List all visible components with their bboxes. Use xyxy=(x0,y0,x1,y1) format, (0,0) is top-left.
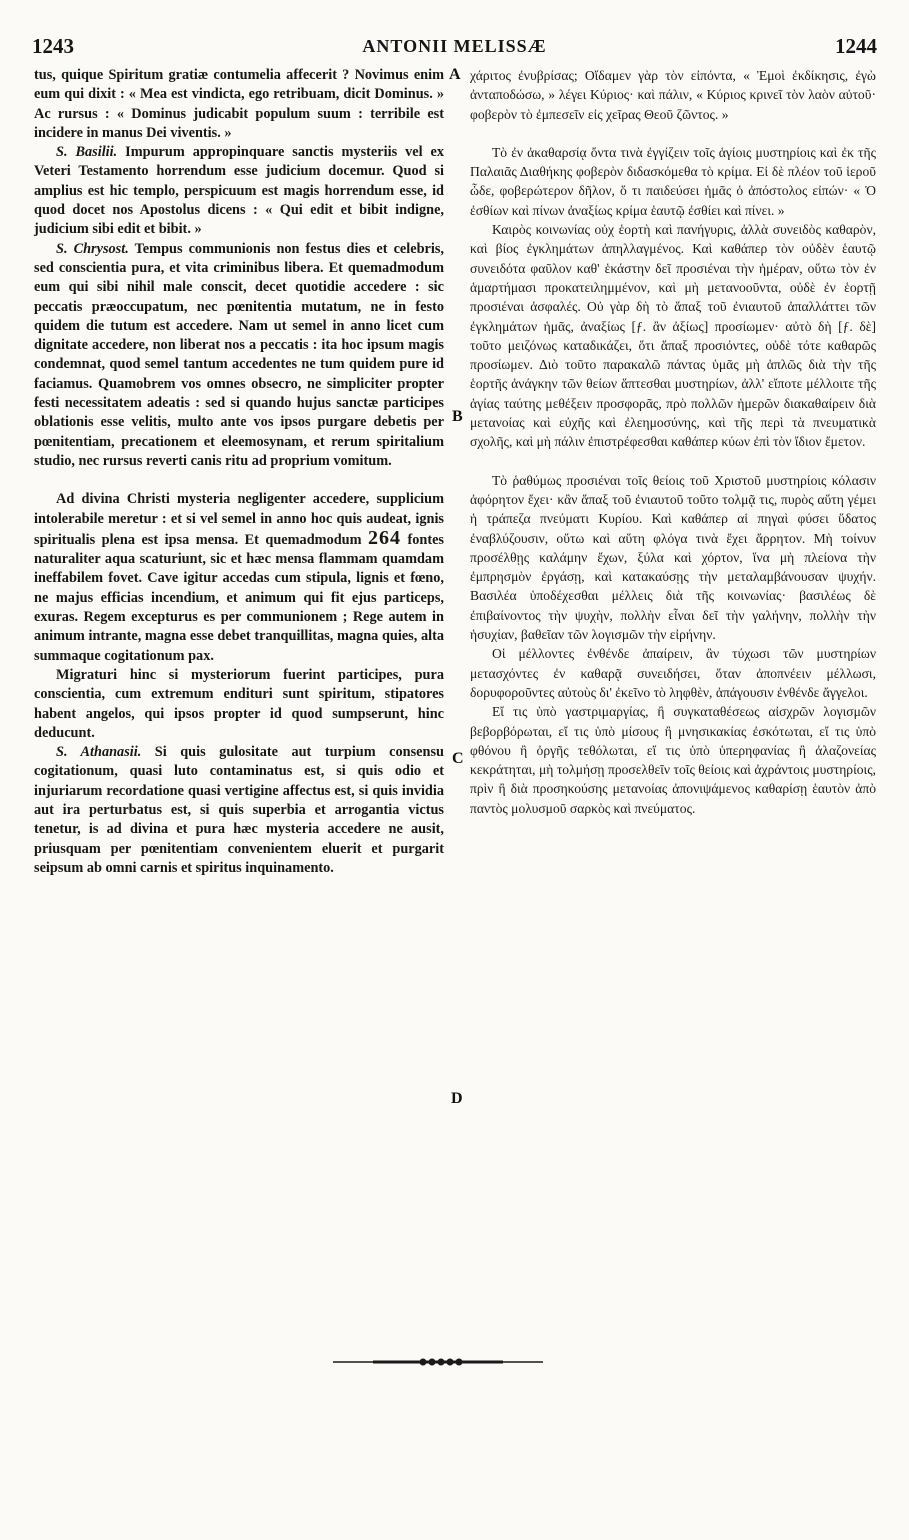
latin-p4-part2: fontes naturaliter aqua scaturiunt, sic et hæc mensa flammam quamdam ineffabilem fovet. Cave igitur accedas cum stipula, lignis et fœno, ne majus efficias incendium, et animum qui fit ejus particeps, exuras. Regem excepturus es per communionem ; Rege autem in animum intrante, magna esse debet tranquillitas, magna quies, alta summaque cogitationum pax. xyxy=(34,531,444,664)
latin-column xyxy=(34,66,444,878)
page-number-right: 1244 xyxy=(835,34,877,58)
column-number: 264 xyxy=(368,526,401,549)
greek-paragraph-5: Οἱ μέλλοντες ἐνθένδε ἀπαίρειν, ἂν τύχωσι τῶν μυστηρίων μετασχόντες ἐν καθαρᾷ συνειδήσει, ὅταν ἀποπνέειν μέλλωσι, δορυφοροῦντες αὐτοὺς δι' ἐκεῖνο τὸ ληφθὲν, ἀπάγουσιν ἐνθένδε ἄγγελοι. xyxy=(470,646,876,700)
latin-paragraph-4 xyxy=(34,490,444,666)
margin-marker-d: D xyxy=(451,1090,463,1107)
latin-paragraph-basil xyxy=(34,143,444,239)
basil-text: Impurum appropinquare sanctis mysteriis vel ex Veteri Testamento horrendum esse judicium docemur. Quod si amplius est hic templo, perspicuum est magis horrendum esse, id quod docet nos Apostolus dicens : « Qui edit et bibit indigne, judicium sibi edit et bibit. » xyxy=(34,144,445,238)
margin-marker-b: B xyxy=(452,408,463,425)
ornamental-rule xyxy=(333,1355,543,1369)
greek-paragraph-4: Τὸ ῥαθύμως προσιέναι τοῖς θείοις τοῦ Χριστοῦ μυστηρίοις κόλασιν ἀφόρητον ἔχει· κἂν ἅπαξ τοῦ ἐνιαυτοῦ τοῦτο τολμᾷ τις, πυρὸς αὕτη γέμει ἡ τράπεζα πνεύματι Κυρίου. Καὶ καθάπερ αἱ πηγαὶ φύσει ὕδατος ἐναβλύζουσιν, οὕτω καὶ αὕτη φλόγα τινὰ ἔχει ἄρρητον. Μὴ τοίνυν προσέλθῃς καλάμην ἔχων, ξύλα καὶ χόρτον, ἵνα μὴ πλείονα τὴν ἐμπρησμὸν ἐργάσῃ, καὶ κατακαύσῃς τὴν μεταλαμβάνουσαν ψυχήν. Βασιλέα ὑποδέχεσθαι μέλλεις διὰ τῆς κοινωνίας· βασιλέως δὲ ἐπιβαίνοντος τὴν ψυχὴν, πολλὴν εἶναι δεῖ τὴν γαλήνην, πολλὴν τὴν ἡσυχίαν, βαθεῖαν τῶν λογισμῶν τὴν εἰρήνην. xyxy=(470,472,876,643)
greek-paragraph-6: Εἴ τις ὑπὸ γαστριμαργίας, ἢ συγκαταθέσεως αἰσχρῶν λογισμῶν βεβορβόρωται, εἴ τις ὑπὸ μίσους ἢ μνησικακίας ἐσκότωται, εἴ τις ὑπὸ φθόνου ἢ ὀργῆς τεθόλωται, εἴ τις ὑπὸ ὑπερηφανίας ἢ ἀλαζονείας κεκράτηται, μὴ τολμήσῃ προσελθεῖν τοῖς θείοις καὶ ἀχράντοις μυστηρίοις, πρὶν ἢ διὰ προσηκούσης μετανοίας ἀπονιψάμενος καθαρίσῃ ἑαυτὸν ἀπὸ παντὸς μολυσμοῦ σαρκὸς καὶ πνεύματος. xyxy=(470,704,876,816)
greek-paragraph-3: Καιρὸς κοινωνίας οὐχ ἑορτὴ καὶ πανήγυρις, ἀλλὰ συνειδὸς καθαρὸν, καὶ βίος ἐγκλημάτων ἀπηλλαγμένος. Καὶ καθάπερ τὸν οὐδὲν ἑαυτῷ συνειδότα φαῦλον καθ' ἑκάστην δεῖ προσιέναι τὴν ἡμέραν, οὕτω τὸν ἐν ἁμαρτήμασι προκατειλημμένον, καὶ μὴ μετανοοῦντα, οὐδὲ ἐν ἑορτῇ προσιέναι ἀσφαλές. Οὐ γὰρ δὴ τὸ ἅπαξ τοῦ ἐνιαυτοῦ ἀπαλλάττει τῶν ἐγκλημάτων ἡμᾶς, ἀναξίως [ƒ. ἂν ἀξίως] προσίωμεν· αὐτὸ δὴ [ƒ. δὲ] τοῦτο μειζόνως καταδικάζει, ὅτι ἅπαξ προσιόντες, οὐδὲ τότε καθαρῶς προσίωμεν. Διὸ τοῦτο παρακαλῶ πάντας ὑμᾶς μὴ ἁπλῶς διὰ τὴν τῆς ἑορτῆς ἀνάγκην τῶν θείων ἅπτεσθαι μυστηρίων, ἀλλ' εἴποτε μέλλοιτε τῆς ἁγίας ταύτης μεθέξειν προσφορᾶς, πρὸ πολλῶν ἡμερῶν διακαθαίρειν διὰ μετανοίας καὶ εὐχῆς καὶ ἐλεημοσύνης, καὶ τῆς περὶ τὰ πνευματικὰ σχολῆς, καὶ μὴ πάλιν ἐπιστρέφεσθαι καθάπερ κύων ἐπὶ τὸν ἴδιον ἔμετον. xyxy=(470,222,876,450)
source-athanasius: S. Athanasii. xyxy=(56,744,142,761)
greek-paragraph-2: Τὸ ἐν ἀκαθαρσίᾳ ὄντα τινὰ ἐγγίζειν τοῖς ἁγίοις μυστηρίοις καὶ ἐκ τῆς Παλαιᾶς Διαθήκης φοβερὸν διδασκόμεθα τὸ κρίμα. Εἰ δὲ πλέον τοῦ ἱεροῦ ὧδε, φοβερώτερον δῆλον, ὅ τι παιδεύσει ἡμᾶς ὁ ἀπόστολος εἰπών· « Ὁ ἐσθίων καὶ πίνων ἀναξίως κρίμα ἑαυτῷ ἐσθίει καὶ πίνει. » xyxy=(470,144,876,218)
margin-marker-a: A xyxy=(449,66,461,83)
greek-column xyxy=(470,66,876,818)
latin-paragraph-chrysostom xyxy=(34,240,444,472)
latin-paragraph-1: tus, quique Spiritum gratiæ contumelia affecerit ? Novimus enim eum qui dixit : « Mea est vindicta, ego retribuam, dicit Dominus. » Ac rursus : « Dominus judicabit populum suum : terribile est incidere in manus Dei viventis. » xyxy=(34,67,444,141)
running-title: ANTONII MELISSÆ xyxy=(362,36,547,56)
margin-marker-c: C xyxy=(452,750,464,767)
athanasius-text: Si quis gulositate aut turpium consensu cogitationum, quasi luto contaminatus est, si quis odio et injuriarum recordatione quasi vertigine affectus est, si quis invidia aut ira perturbatus est, si quis superbia et arrogantia victus tenetur, is ad divina et pura hæc mysteria accedere ne ausit, priusquam per pœnitentiam convenientem eluerit et purgarit seipsum ab omni carnis et spiritus inquinamento. xyxy=(34,744,444,876)
source-chrysostom: S. Chrysost. xyxy=(56,240,129,257)
page-header xyxy=(32,34,877,60)
latin-p4-part1: Ad divina Christi mysteria negligenter accedere, supplicium intolerabile meretur : et si vel semel in anno hoc quis audeat, ignis spiritualis plena est ipsa mensa. Et quemadmodum xyxy=(34,491,444,548)
source-basil: S. Basilii. xyxy=(56,144,118,161)
greek-paragraph-1: χάριτος ἐνυβρίσας; Οἴδαμεν γὰρ τὸν εἰπόντα, « Ἐμοὶ ἐκδίκησις, ἐγὼ ἀνταποδώσω, » λέγει Κύριος· καὶ πάλιν, « Κύριος κρινεῖ τὸν λαὸν αὐτοῦ· φοβερὸν τὸ ἐμπεσεῖν εἰς χεῖρας Θεοῦ ζῶντος. » xyxy=(470,68,876,122)
page-number-left: 1243 xyxy=(32,34,74,58)
latin-paragraph-5: Migraturi hinc si mysteriorum fuerint participes, pura conscientia, cum extremum endituri sunt spiritum, stipatores habent angelos, qui ipsos propter id quod sumpserunt, hinc deducunt. xyxy=(34,666,444,741)
chrysostom-text: Tempus communionis non festus dies et celebris, sed conscientia pura, et vita criminibus libera. Et quemadmodum eum qui sibi nihil male conscit, decet quotidie accedere : sic peccatis præoccupatum, nec pœnitentia mutatum, ne in festo quidem die tutum est accedere. Nam ut semel in anno licet cum dignitate accedere, non liberat nos a peccatis : ita hoc ipsum magis condemnat, quod semel tantum accedentes ne tum quidem pure id faciamus. Quamobrem vos omnes obsecro, ne simpliciter propter festi necessitatem adeatis : sed si quando hujus sanctæ participes oblationis esse velitis, multo ante vos ipsos purgare debetis per pœnitentiam, precationem et eleemosynam, et rerum spiritalium studio, nec rursus reverti canis ritu ad proprium vomitum. xyxy=(34,240,444,469)
latin-paragraph-athanasius xyxy=(34,743,444,878)
